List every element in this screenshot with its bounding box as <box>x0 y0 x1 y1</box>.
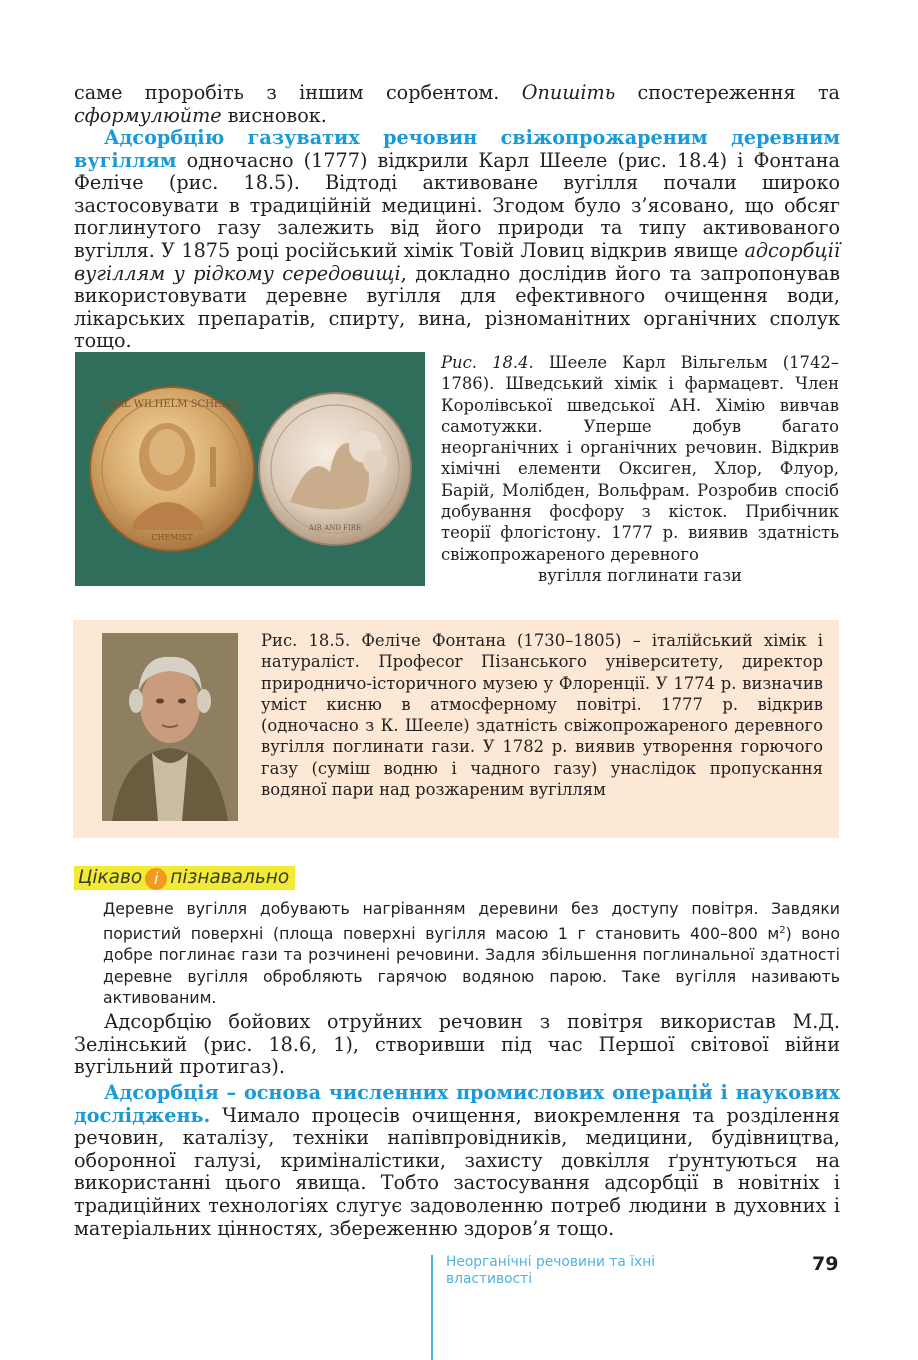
paragraph-2 <box>74 127 840 353</box>
figure-18-4-image <box>75 352 425 586</box>
heading-word: Цікаво <box>78 867 143 888</box>
figure-18-5-portrait <box>102 633 238 821</box>
heading-word: пізнавально <box>170 867 290 888</box>
text: спостереження та <box>615 81 841 104</box>
text: Деревне вугілля добувають нагріванням деревини без доступу повітря. Завдяки пористий поверхні (площа поверхні вугілля масою 1 г становить 400–800 м <box>103 899 840 943</box>
text: саме проробіть з іншим сорбентом. <box>74 81 522 104</box>
caption-last-line: вугілля поглинати гази <box>538 565 742 585</box>
figure-18-4-caption <box>441 352 839 586</box>
emphasis-text: сформулюйте <box>74 103 222 127</box>
text: одночасно (1777) відкрили Карл Шееле (рис. 18.4) і Фонтана Феліче (рис. 18.5). Відтоді активоване вугілля почали широко застосовувати в традиційній медицині. Згодом було з’ясовано, що обсяг поглинутого газу залежить від його природи та типу активованого вугілля. У 1875 році російський хімік Товій Ловиц відкрив явище <box>74 148 840 262</box>
emphasis-text: Опишіть <box>521 81 616 104</box>
fun-facts-text <box>103 898 840 1009</box>
paragraph-1 <box>74 82 840 127</box>
highlight-text: Адсорбція – основа численних промислових операцій і наукових досліджень. <box>74 1081 840 1127</box>
emphasis-text: адсорбції вугіллям у рідкому середовищі <box>74 238 840 285</box>
medal-inscription-bottom: CHEMIST <box>151 533 193 542</box>
caption-text: Рис. 18.5. Феліче Фонтана (1730–1805) – італійський хімік і натураліст. Професоr Пізанського університету, директор природничо-історичного музею у Флоренції. У 1774 р. визначив уміст кисню в атмосферному повітрі. 1777 р. відкрив (одночасно з К. Шееле) здатність свіжопрожареного деревного вугілля поглинати гази. У 1782 р. виявив утворення горючого газу (суміш водню і чадного газу) унаслідок пропускання водяної пари над розжареним вугіллям <box>261 631 823 800</box>
portrait-illustration <box>102 633 238 821</box>
fun-facts-heading <box>74 866 295 890</box>
text: Адсорбцію бойових отруйних речовин з повітря використав М.Д. Зелінський (рис. 18.6, 1), створивши під час Першої світової війни вугільний протигаз). <box>74 1010 840 1079</box>
paragraph-3 <box>74 1011 840 1079</box>
highlight-text: Адсорбцію газуватих речовин свіжопрожареним деревним вугіллям <box>74 126 840 172</box>
text: висновок. <box>221 103 327 127</box>
medal-inscription-bottom: AIR AND FIRE <box>308 524 362 532</box>
paragraph-4 <box>74 1082 840 1240</box>
text: , докладно дослідив його та запропонував використовувати деревне вугілля для ефективного очищення води, лікарських препаратів, спирту, вина, різноманітних органічних сполук тощо. <box>74 261 840 353</box>
medal-inscription: CARL WILHELM SCHEELE <box>101 399 243 410</box>
text: ) воно добре поглинає гази та розчинені речовини. Задля збільшення поглинальної здатності деревне вугілля обробляють гарячою водяною парою. Таке вугілля називають активованим. <box>103 923 840 1008</box>
medals-illustration <box>75 352 425 586</box>
footer-section-title: Неорганічні речовини та їхні властивості <box>446 1254 656 1287</box>
superscript: 2 <box>779 924 786 936</box>
info-badge-icon: і <box>145 868 167 890</box>
text: Чимало процесів очищення, виокремлення та розділення речовин, каталізу, техніки напівпровідників, медицини, будівництва, оборонної галузі, криміналістики, захисту довкілля ґрунтуються на використанні цього явища. Тобто застосування адсорбції в новітніх і традиційних технологіях слугує задоволенню потреб людини в духовних і матеріальних цінностях, збереженню здоров’я тощо. <box>74 1103 840 1240</box>
caption-text: Шееле Карл Вільгельм (1742–1786). Шведський хімік і фармацевт. Член Королівської шведської АН. Хімію вивчав самотужки. Уперше добув багато неорганічних і органічних речовин. Відкрив хімічні елементи Оксиген, Хлор, Флуор, Барій, Молібден, Вольфрам. Розробив спосіб добування фосфору з кісток. Прибічник теорії флогістону. 1777 р. виявив здатність свіжопрожареного деревного <box>441 353 840 564</box>
figure-label: Рис. 18.4. <box>441 353 534 372</box>
page-number: 79 <box>812 1253 839 1275</box>
footer-divider <box>431 1255 433 1360</box>
figure-18-5-caption <box>261 630 823 800</box>
